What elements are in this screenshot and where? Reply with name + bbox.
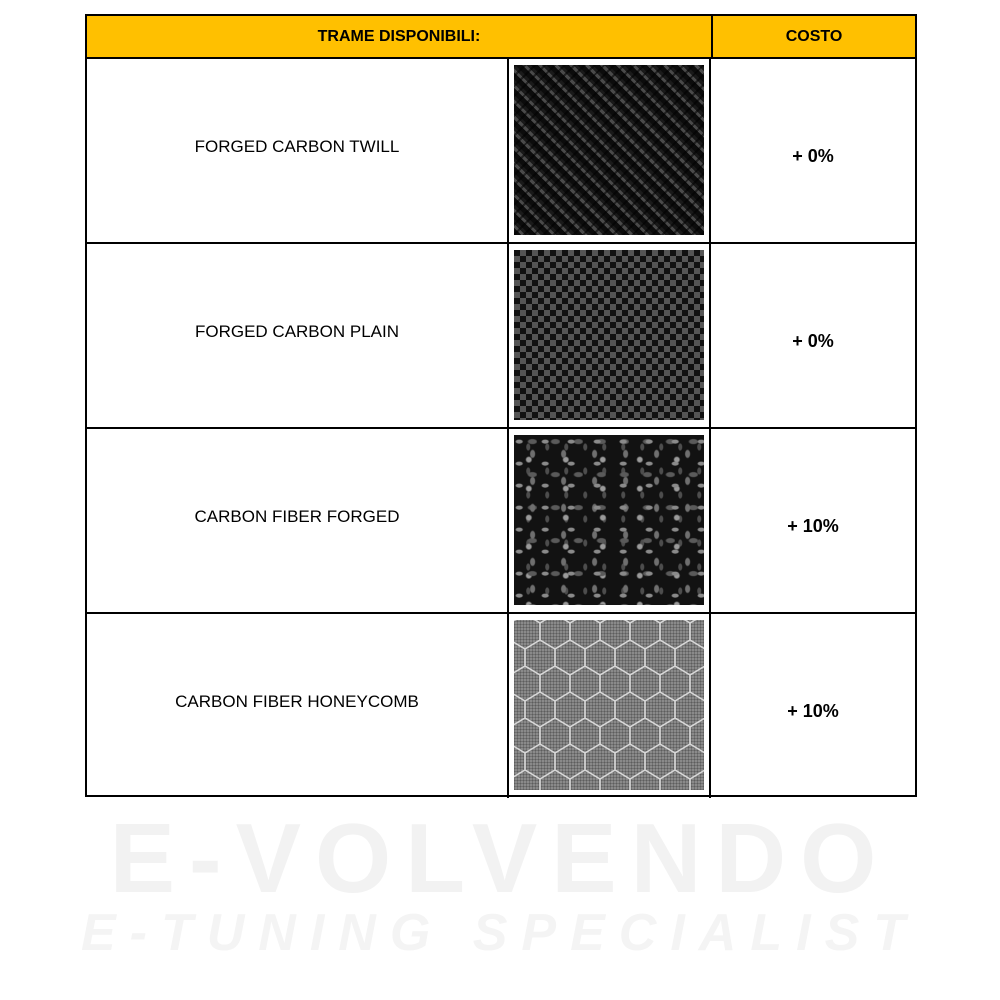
table-row [87,244,915,428]
swatch-cell [507,244,711,428]
weave-cost: + 0% [792,145,834,166]
tagline-text: E-TUNING SPECIALIST [80,904,920,962]
swatch-cell [507,429,711,613]
swatch-cell [507,59,711,243]
header-weaves: TRAME DISPONIBILI: [317,27,481,45]
swatch-cell [507,614,711,798]
weave-cost: + 10% [787,700,839,721]
weave-name: CARBON FIBER HONEYCOMB [175,692,419,711]
pricing-table [85,14,917,797]
header-cost: COSTO [711,16,915,57]
weave-name: FORGED CARBON TWILL [194,137,400,156]
weave-cost: + 10% [787,515,839,536]
table-row [87,429,915,613]
e-volvendo-logo [0,800,1000,980]
carbon-twill-texture [514,65,704,235]
brand-text: E-VOLVENDO [109,803,891,913]
table-header [87,16,915,59]
honeycomb-pattern [514,620,704,790]
table-row [87,59,915,243]
weave-name: FORGED CARBON PLAIN [194,322,400,341]
weave-name: CARBON FIBER FORGED [194,507,400,526]
weave-cost: + 0% [792,330,834,351]
carbon-plain-texture [514,250,704,420]
watermark-logo [0,800,1000,980]
honeycomb-carbon-texture [514,620,704,790]
forged-carbon-texture [514,435,704,605]
table-row [87,614,915,798]
